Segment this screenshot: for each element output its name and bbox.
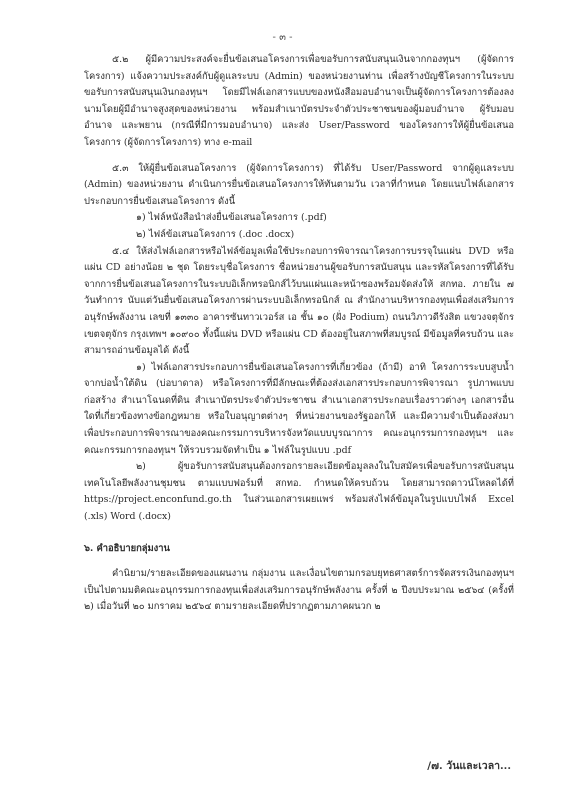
continuation-footer: /๗. วันและเวลา... (427, 760, 511, 772)
list-item-5-4-1: ๑) ไฟล์เอกสารประกอบการยื่นข้อเสนอโครงการที่เกี่ยวข้อง (ถ้ามี) อาทิ โครงการระบบสูบน้ำจากบ่อน้ำใต้ดิน (บ่อบาดาล) หรือโครงการที่มีลักษณะที่ต้องส่งเอกสารประกอบการพิจารณา รูปภาพแบบก่อสร้าง สำเนาโฉนดที่ดิน สำเนาบัตรประจำตัวประชาชน สำเนาเอกสารประกอบเรื่องราวต่างๆ เอกสารอื่นใดที่เกี่ยวข้องทางข้อกฎหมาย หรือใบอนุญาตต่างๆ ที่หน่วยงานของรัฐออกให้ และมีความจำเป็นต้องส่งมาเพื่อประกอบการพิจารณาของคณะกรรมการบริหารจังหวัดแบบบูรณาการ คณะอนุกรรมการกองทุนฯ และคณะกรรมการกองทุนฯ ให้รวบรวมจัดทำเป็น ๑ ไฟล์ในรูปแบบ .pdf (84, 361, 514, 456)
paragraph-6: คำนิยาม/รายละเอียดของแผนงาน กลุ่มงาน และเงื่อนไขตามกรอบยุทธศาสตร์การจัดสรรเงินกองทุนฯ เป็นไปตามมติคณะอนุกรรมการกองทุนเพื่อส่งเสริมการอนุรักษ์พลังงาน ครั้งที่ ๒ ปีงบประมาณ ๒๕๖๔ (ครั้งที่ ๒) เมื่อวันที่ ๒๐ มกราคม ๒๕๖๔ ตามรายละเอียดที่ปรากฏตามภาคผนวก ๒ (84, 568, 514, 613)
page-number: - ๓ - (272, 32, 293, 43)
section-heading-6: ๖. คำอธิบายกลุ่มงาน (84, 542, 170, 554)
list-item-5-4-2: ๒) ผู้ขอรับการสนับสนุนต้องกรอกรายละเอียดข้อมูลลงในใบสมัครเพื่อขอรับการสนับสนุนเทคโนโลยีพลังงานชุมชน ตามแบบฟอร์มที่ สกทอ. กำหนดให้ครบถ้วน โดยสามารถดาวน์โหลดได้ที่ https://project.enconfund.go.th ในส่วนเอกสารเผยแพร่ พร้อมส่งไฟล์ข้อมูลในรูปแบบไฟล์ Excel (.xls) Word (.docx) (84, 461, 514, 523)
document-body (84, 52, 514, 616)
list-item-5-3-2: ๒) ไฟล์ข้อเสนอโครงการ (.doc .docx) (136, 228, 295, 240)
paragraph-5-3: ๕.๓ ให้ผู้ยื่นข้อเสนอโครงการ (ผู้จัดการโครงการ) ที่ได้รับ User/Password จากผู้ดูแลระบบ (Admin) ของหน่วยงาน ดำเนินการยื่นข้อเสนอโครงการให้ทันตามวัน เวลาที่กำหนด โดยแนบไฟล์เอกสารประกอบการยื่นข้อเสนอโครงการ ดังนี้ (84, 162, 514, 207)
paragraph-5-2: ๕.๒ ผู้มีความประสงค์จะยื่นข้อเสนอโครงการเพื่อขอรับการสนับสนุนเงินจากกองทุนฯ (ผู้จัดการโครงการ) แจ้งความประสงค์กับผู้ดูแลระบบ (Admin) ของหน่วยงานท่าน เพื่อสร้างบัญชีโครงการในระบบขอรับการสนับสนุนเงินกองทุนฯ โดยมีไฟล์เอกสารแบบของหนังสือมอบอำนาจเป็นผู้จัดการโครงการต้องลงนามโดยผู้มีอำนาจสูงสุดของหน่วยงาน พร้อมสำเนาบัตรประจำตัวประชาชนของผู้มอบอำนาจ ผู้รับมอบอำนาจ และพยาน (กรณีที่มีการมอบอำนาจ) และส่ง User/Password ของโครงการให้ผู้ยื่นข้อเสนอโครงการ (ผู้จัดการโครงการ) ทาง e-mail (84, 54, 514, 148)
paragraph-5-4: ๕.๔ ให้ส่งไฟล์เอกสารหรือไฟล์ข้อมูลเพื่อใช้ประกอบการพิจารณาโครงการบรรจุในแผ่น DVD หรือแผ่น CD อย่างน้อย ๒ ชุด โดยระบุชื่อโครงการ ชื่อหน่วยงานผู้ขอรับการสนับสนุน และรหัสโครงการที่ได้รับจากการยื่นข้อเสนอโครงการในระบบอิเล็กทรอนิกส์ไว้บนแผ่นและหน้าซองพร้อมจัดส่งให้ สกทอ. ภายใน ๗ วันทำการ นับแต่วันยื่นข้อเสนอโครงการผ่านระบบอิเล็กทรอนิกส์ ณ สำนักงานบริหารกองทุนเพื่อส่งเสริมการอนุรักษ์พลังงาน เลขที่ ๑๓๓๐ อาคารซันทาวเวอร์ส เอ ชั้น ๑๐ (ฝั่ง Podium) ถนนวิภาวดีรังสิต แขวงจตุจักร เขตจตุจักร กรุงเทพฯ ๑๐๙๐๐ ทั้งนี้แผ่น DVD หรือแผ่น CD ต้องอยู่ในสภาพที่สมบูรณ์ มีข้อมูลที่ครบถ้วน และสามารถอ่านข้อมูลได้ ดังนี้ (84, 245, 514, 357)
list-item-5-3-1: ๑) ไฟล์หนังสือนำส่งยื่นข้อเสนอโครงการ (.pdf) (136, 212, 327, 224)
